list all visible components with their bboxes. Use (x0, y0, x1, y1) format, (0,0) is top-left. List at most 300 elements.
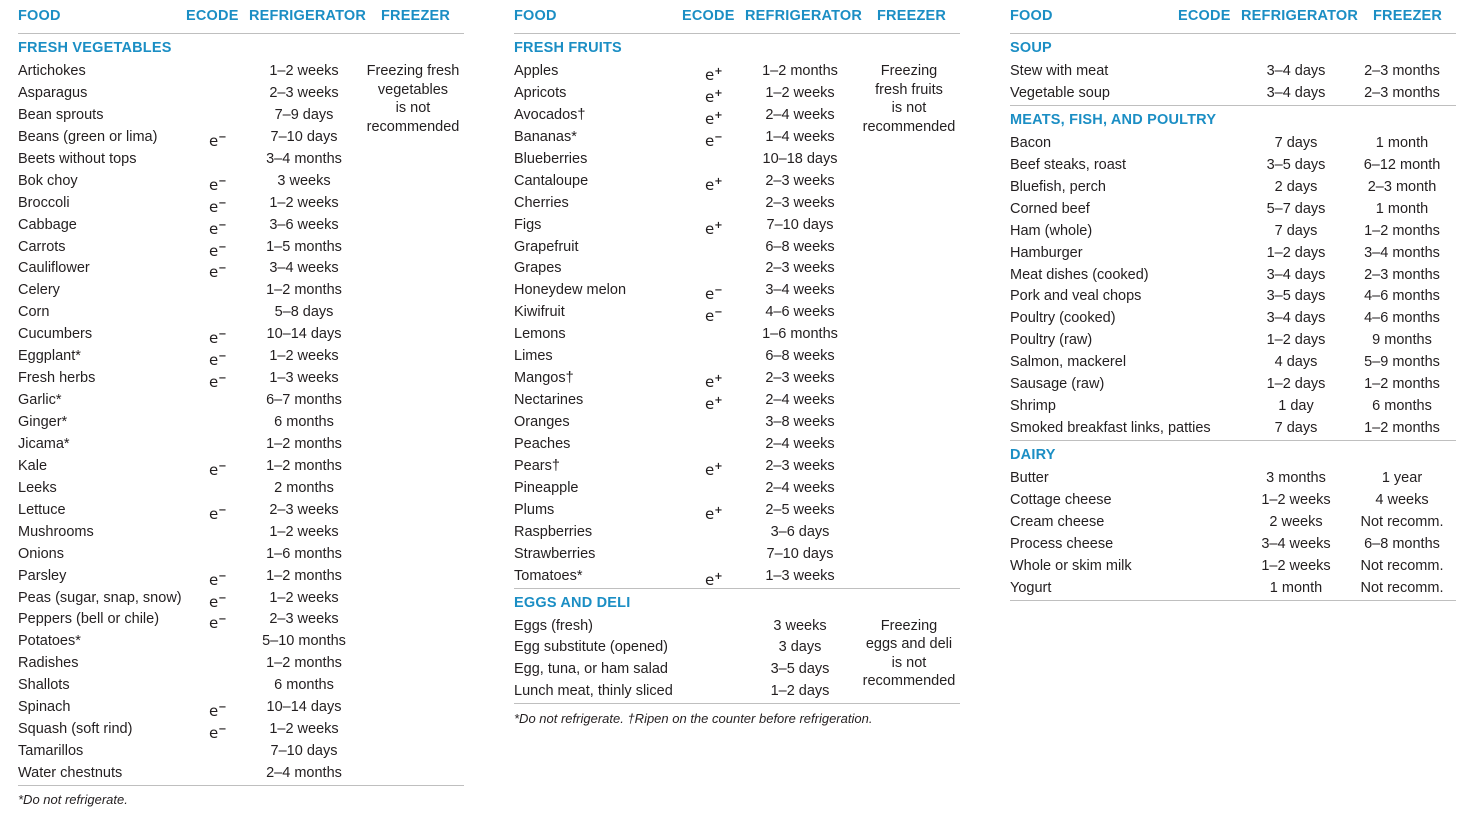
food-name: Mangos† (514, 370, 574, 387)
refrigerator-time: 1–2 days (1266, 376, 1326, 393)
food-name: Potatoes* (18, 633, 81, 650)
table-row (18, 237, 464, 259)
food-name: Avocados† (514, 106, 586, 123)
section-title: FRESH VEGETABLES (18, 40, 172, 56)
ecode-minus-icon: e− (705, 285, 723, 304)
refrigerator-time: 7–9 days (274, 106, 334, 123)
refrigerator-time: 3–6 weeks (269, 216, 339, 233)
ecode-minus-icon: e− (209, 329, 227, 348)
food-name: Artichokes (18, 63, 86, 79)
food-name: Broccoli (18, 194, 70, 211)
food-name: Yogurt (1010, 579, 1052, 596)
food-name: Egg, tuna, or ham salad (514, 661, 668, 678)
header-refrigerator: REFRIGERATOR (1241, 8, 1359, 24)
refrigerator-time: 5–8 days (274, 304, 334, 321)
refrigerator-time: 10–14 days (266, 326, 342, 343)
refrigerator-time: 1–2 days (770, 683, 830, 700)
food-name: Salmon, mackerel (1010, 354, 1127, 371)
refrigerator-time: 5–10 months (262, 633, 346, 650)
refrigerator-time: 7–10 days (270, 128, 338, 145)
ecode-minus-icon: e− (209, 570, 227, 589)
food-name: Cantaloupe (514, 172, 589, 189)
food-name: Nectarines (514, 392, 584, 409)
food-name: Bananas* (514, 128, 577, 145)
section-title: EGGS AND DELI (514, 594, 631, 611)
header-freezer: FREEZER (877, 8, 947, 24)
ecode-plus-icon: e+ (705, 175, 723, 194)
table-row (514, 215, 960, 237)
table-row (1010, 221, 1456, 243)
food-name: Lunch meat, thinly sliced (514, 683, 673, 700)
table-row (18, 588, 464, 610)
food-name: Poultry (raw) (1010, 332, 1093, 349)
refrigerator-time: 7–10 days (766, 545, 834, 562)
freezer-note (852, 617, 966, 691)
ecode-plus-icon: e+ (705, 219, 723, 238)
table-row (18, 368, 464, 390)
refrigerator-time: 1–2 months (266, 282, 342, 299)
section-title: SOUP (1010, 40, 1052, 56)
refrigerator-time: 1–2 weeks (1261, 491, 1331, 508)
refrigerator-time: 2–4 weeks (765, 392, 835, 409)
refrigerator-time: 2–3 weeks (765, 457, 835, 474)
refrigerator-time: 1–2 months (266, 567, 342, 584)
ecode-plus-icon: e+ (705, 570, 723, 589)
table-row (18, 675, 464, 697)
table-row (18, 763, 464, 785)
freezer-note-line: Freezing (880, 617, 938, 634)
refrigerator-time: 10–14 days (266, 699, 342, 716)
section-title: FRESH FRUITS (514, 40, 622, 56)
food-name: Beans (green or lima) (18, 128, 158, 145)
header-food: FOOD (18, 8, 61, 24)
food-name: Process cheese (1010, 535, 1114, 552)
table-row (1010, 352, 1456, 374)
food-name: Ginger* (18, 414, 68, 430)
food-name: Grapefruit (514, 238, 579, 255)
food-name: Grapes (514, 260, 562, 277)
refrigerator-time: 3 days (778, 639, 822, 656)
header-food: FOOD (1010, 8, 1053, 24)
food-name: Plums (514, 501, 555, 518)
ecode-minus-icon: e− (209, 460, 227, 479)
food-name: Peppers (bell or chile) (18, 611, 160, 628)
food-name: Stew with meat (1010, 63, 1109, 79)
freezer-note-line: is not (891, 654, 927, 671)
table-row (18, 478, 464, 500)
refrigerator-time: 1–6 months (762, 326, 838, 343)
table-column-3 (1010, 0, 1456, 601)
food-name: Celery (18, 282, 60, 299)
food-name: Squash (soft rind) (18, 721, 133, 738)
ecode-plus-icon: e+ (705, 373, 723, 392)
table-row (514, 456, 960, 478)
food-name: Apricots (514, 84, 567, 101)
table-row (1010, 374, 1456, 396)
refrigerator-time: 6–8 weeks (765, 348, 835, 365)
table-row (18, 258, 464, 280)
refrigerator-time: 1–2 weeks (269, 194, 339, 211)
ecode-minus-icon: e− (209, 592, 227, 611)
refrigerator-time: 3 weeks (773, 617, 827, 634)
section-title: DAIRY (1010, 447, 1056, 463)
food-name: Limes (514, 348, 553, 365)
refrigerator-time: 4 days (1274, 354, 1318, 371)
food-name: Sausage (raw) (1010, 376, 1105, 393)
refrigerator-time: 1–4 weeks (765, 128, 835, 145)
food-name: Cottage cheese (1010, 491, 1112, 508)
table-row (18, 697, 464, 719)
freezer-note-line: recommended (862, 118, 956, 135)
food-name: Pineapple (514, 479, 579, 496)
ecode-minus-icon: e− (209, 351, 227, 370)
table-row (1010, 418, 1456, 440)
table-row (1010, 243, 1456, 265)
section-rows (1010, 133, 1456, 441)
refrigerator-time: 3–4 weeks (269, 260, 339, 277)
table-row (1010, 177, 1456, 199)
refrigerator-time: 2–4 weeks (765, 479, 835, 496)
refrigerator-time: 2–3 weeks (269, 611, 339, 628)
food-name: Strawberries (514, 545, 596, 562)
food-name: Honeydew melon (514, 282, 627, 299)
food-name: Figs (514, 216, 542, 233)
ecode-minus-icon: e− (209, 219, 227, 238)
refrigerator-time: 6–7 months (266, 392, 342, 409)
refrigerator-time: 1–2 weeks (269, 589, 339, 606)
refrigerator-time: 6 months (274, 414, 334, 430)
freezer-note-line: recommended (366, 118, 460, 135)
ecode-plus-icon: e+ (705, 504, 723, 523)
food-name: Bacon (1010, 134, 1052, 151)
refrigerator-time: 7 days (1274, 134, 1318, 151)
refrigerator-time: 1 month (1269, 579, 1323, 596)
food-name: Peaches (514, 435, 571, 452)
table-row (1010, 512, 1456, 534)
refrigerator-time: 1–2 weeks (269, 523, 339, 540)
table-row (514, 478, 960, 500)
table-row (18, 149, 464, 171)
food-name: Pork and veal chops (1010, 288, 1142, 305)
food-name: Kale (18, 457, 48, 474)
food-name: Shrimp (1010, 398, 1056, 415)
table-row (18, 390, 464, 412)
header-ecode: ECODE (1178, 8, 1231, 24)
freezer-time: 4–6 months (1364, 310, 1440, 327)
freezer-time: 1–2 months (1364, 376, 1440, 393)
refrigerator-time: 1–2 days (1266, 244, 1326, 261)
food-name: Ham (whole) (1010, 222, 1093, 239)
ecode-minus-icon: e− (705, 307, 723, 326)
refrigerator-time: 3–4 days (1266, 84, 1326, 101)
section (514, 35, 960, 589)
refrigerator-time: 2–3 weeks (269, 84, 339, 101)
food-name: Peas (sugar, snap, snow) (18, 589, 182, 606)
freezer-time: 6 months (1372, 398, 1432, 415)
freezer-note-line: vegetables (377, 81, 449, 98)
footnote: *Do not refrigerate. (18, 791, 128, 807)
refrigerator-time: 2–4 weeks (765, 106, 835, 123)
table-row (18, 719, 464, 741)
food-name: Whole or skim milk (1010, 557, 1132, 574)
freezer-time: 6–12 month (1363, 156, 1441, 173)
ecode-plus-icon: e+ (705, 460, 723, 479)
food-name: Parsley (18, 567, 67, 584)
food-name: Hamburger (1010, 244, 1083, 261)
table-row (18, 522, 464, 544)
refrigerator-time: 6 months (274, 677, 334, 694)
food-name: Shallots (18, 677, 70, 694)
food-name: Leeks (18, 479, 57, 496)
table-row (514, 544, 960, 566)
section (1010, 35, 1456, 106)
table-row (514, 566, 960, 588)
refrigerator-time: 1–5 months (266, 238, 342, 255)
table-row (1010, 578, 1456, 600)
freezer-note-line: recommended (862, 673, 956, 690)
refrigerator-time: 3–4 weeks (1261, 535, 1331, 552)
section (18, 35, 464, 786)
table-row (1010, 199, 1456, 221)
table-row (514, 368, 960, 390)
freezer-time: 4–6 months (1364, 288, 1440, 305)
ecode-minus-icon: e− (209, 175, 227, 194)
refrigerator-time: 5–7 days (1266, 200, 1326, 217)
refrigerator-time: 2–3 weeks (765, 260, 835, 277)
table-row (18, 434, 464, 456)
ecode-plus-icon: e+ (705, 109, 723, 128)
table-row (18, 302, 464, 324)
table-row (514, 149, 960, 171)
freezer-note (356, 62, 470, 136)
refrigerator-time: 2–3 weeks (765, 172, 835, 189)
table-row (18, 324, 464, 346)
food-name: Garlic* (18, 392, 62, 409)
section-rows (1010, 61, 1456, 106)
table-row (18, 566, 464, 588)
freezer-time: 5–9 months (1364, 354, 1440, 371)
table-row (18, 456, 464, 478)
table-row (18, 412, 464, 434)
ecode-minus-icon: e− (209, 724, 227, 743)
refrigerator-time: 2 weeks (1269, 513, 1323, 530)
freezer-time: 1 year (1381, 470, 1423, 486)
food-name: Raspberries (514, 523, 593, 540)
ecode-minus-icon: e− (209, 504, 227, 523)
refrigerator-time: 1–2 weeks (269, 721, 339, 738)
refrigerator-time: 1–2 weeks (269, 348, 339, 365)
refrigerator-time: 10–18 days (762, 150, 838, 167)
header-freezer: FREEZER (1373, 8, 1443, 24)
refrigerator-time: 1–3 weeks (269, 370, 339, 387)
refrigerator-time: 3–4 days (1266, 63, 1326, 79)
food-name: Poultry (cooked) (1010, 310, 1116, 327)
food-name: Egg substitute (opened) (514, 639, 668, 656)
table-row (18, 215, 464, 237)
header-refrigerator: REFRIGERATOR (249, 8, 367, 24)
refrigerator-time: 3–4 days (1266, 266, 1326, 283)
table-row (514, 324, 960, 346)
food-name: Smoked breakfast links, patties (1010, 420, 1211, 437)
table-row (18, 544, 464, 566)
food-name: Vegetable soup (1010, 84, 1110, 101)
table-row (514, 193, 960, 215)
section (514, 590, 960, 705)
refrigerator-time: 3–8 weeks (765, 414, 835, 430)
freezer-time: Not recomm. (1360, 513, 1444, 530)
food-name: Water chestnuts (18, 765, 123, 781)
food-name: Apples (514, 63, 559, 79)
refrigerator-time: 1–2 months (266, 655, 342, 672)
refrigerator-time: 2–3 weeks (269, 501, 339, 518)
table-row (514, 500, 960, 522)
food-name: Tamarillos (18, 743, 84, 760)
table-row (1010, 286, 1456, 308)
food-name: Lemons (514, 326, 566, 343)
refrigerator-time: 3–4 weeks (765, 282, 835, 299)
food-name: Beef steaks, roast (1010, 156, 1127, 173)
table-row (514, 258, 960, 280)
refrigerator-time: 3–5 days (1266, 288, 1326, 305)
freezer-time: 2–3 months (1364, 63, 1440, 79)
table-row (514, 346, 960, 368)
refrigerator-time: 2 months (274, 479, 334, 496)
refrigerator-time: 2 days (1274, 178, 1318, 195)
refrigerator-time: 3–6 days (770, 523, 830, 540)
header-ecode: ECODE (682, 8, 735, 24)
ecode-minus-icon: e− (209, 702, 227, 721)
section (1010, 442, 1456, 601)
freezer-time: 3–4 months (1364, 244, 1440, 261)
food-name: Onions (18, 545, 64, 562)
food-name: Tomatoes* (514, 567, 583, 584)
refrigerator-time: 7–10 days (270, 743, 338, 760)
refrigerator-time: 3 weeks (277, 172, 331, 189)
ecode-minus-icon: e− (209, 131, 227, 150)
table-row (1010, 396, 1456, 418)
freezer-time: 1–2 months (1364, 222, 1440, 239)
food-name: Kiwifruit (514, 304, 565, 321)
freezer-time: 1–2 months (1364, 420, 1440, 437)
section-rows (514, 616, 960, 705)
table-row (1010, 61, 1456, 83)
refrigerator-time: 2–3 weeks (765, 194, 835, 211)
refrigerator-time: 3–4 months (266, 150, 342, 167)
food-name: Corn (18, 304, 50, 321)
section-rows (1010, 468, 1456, 601)
table-row (18, 631, 464, 653)
table-row (514, 434, 960, 456)
refrigerator-time: 2–4 weeks (765, 435, 835, 452)
header-freezer: FREEZER (381, 8, 451, 24)
food-name: Cucumbers (18, 326, 93, 343)
refrigerator-time: 1–6 months (266, 545, 342, 562)
table-row (18, 653, 464, 675)
ecode-plus-icon: e+ (705, 87, 723, 106)
refrigerator-time: 1–2 weeks (765, 84, 835, 101)
freezer-note-line: fresh fruits (875, 81, 943, 98)
food-name: Cabbage (18, 216, 77, 233)
food-name: Corned beef (1010, 200, 1090, 217)
table-row (1010, 133, 1456, 155)
freezer-time: 4 weeks (1375, 491, 1429, 508)
refrigerator-time: 3–5 days (1266, 156, 1326, 173)
refrigerator-time: 7 days (1274, 420, 1318, 437)
table-row (18, 280, 464, 302)
food-name: Radishes (18, 655, 79, 672)
food-name: Bluefish, perch (1010, 178, 1106, 195)
refrigerator-time: 1 day (1278, 398, 1314, 415)
table-column-2 (514, 0, 960, 726)
refrigerator-time: 2–3 weeks (765, 370, 835, 387)
table-row (18, 500, 464, 522)
section-rows (18, 61, 464, 786)
header-ecode: ECODE (186, 8, 239, 24)
freezer-time: 6–8 months (1364, 535, 1440, 552)
footnote: *Do not refrigerate. †Ripen on the counter before refrigeration. (514, 711, 873, 727)
freezer-time: 2–3 month (1367, 178, 1437, 195)
table-row (1010, 308, 1456, 330)
food-name: Eggplant* (18, 348, 81, 365)
food-name: Cherries (514, 194, 569, 211)
refrigerator-time: 4–6 weeks (765, 304, 835, 321)
header-food: FOOD (514, 8, 557, 24)
freezer-time: 9 months (1372, 332, 1432, 349)
table-row (514, 522, 960, 544)
table-row (18, 741, 464, 763)
freezer-time: Not recomm. (1360, 557, 1444, 574)
table-row (514, 412, 960, 434)
food-name: Meat dishes (cooked) (1010, 266, 1149, 283)
freezer-note-line: is not (395, 100, 431, 117)
freezer-time: Not recomm. (1360, 579, 1444, 596)
freezer-time: 2–3 months (1364, 266, 1440, 283)
refrigerator-time: 7 days (1274, 222, 1318, 239)
freezer-note-line: Freezing (880, 63, 938, 79)
table-row (18, 171, 464, 193)
refrigerator-time: 3 months (1266, 470, 1326, 486)
food-name: Butter (1010, 470, 1049, 486)
refrigerator-time: 1–2 weeks (269, 63, 339, 79)
table-row (514, 237, 960, 259)
section (1010, 107, 1456, 441)
ecode-minus-icon: e− (209, 373, 227, 392)
table-row (1010, 468, 1456, 490)
table-row (18, 346, 464, 368)
table-column-1 (18, 0, 464, 807)
refrigerator-time: 1–2 months (266, 435, 342, 452)
food-name: Bean sprouts (18, 106, 104, 123)
refrigerator-time: 1–2 days (1266, 332, 1326, 349)
header-refrigerator: REFRIGERATOR (745, 8, 863, 24)
refrigerator-time: 2–4 months (266, 765, 342, 781)
freezer-note (852, 62, 966, 136)
freezer-time: 2–3 months (1364, 84, 1440, 101)
food-name: Oranges (514, 414, 570, 430)
ecode-minus-icon: e− (209, 197, 227, 216)
table-row (514, 390, 960, 412)
section-rows (514, 61, 960, 589)
refrigerator-time: 3–4 days (1266, 310, 1326, 327)
refrigerator-time: 1–2 months (762, 63, 838, 79)
ecode-plus-icon: e+ (705, 66, 723, 84)
column-header (18, 0, 464, 34)
food-name: Beets without tops (18, 150, 137, 167)
food-name: Lettuce (18, 501, 66, 518)
table-row (1010, 155, 1456, 177)
table-row (1010, 83, 1456, 105)
table-row (514, 302, 960, 324)
